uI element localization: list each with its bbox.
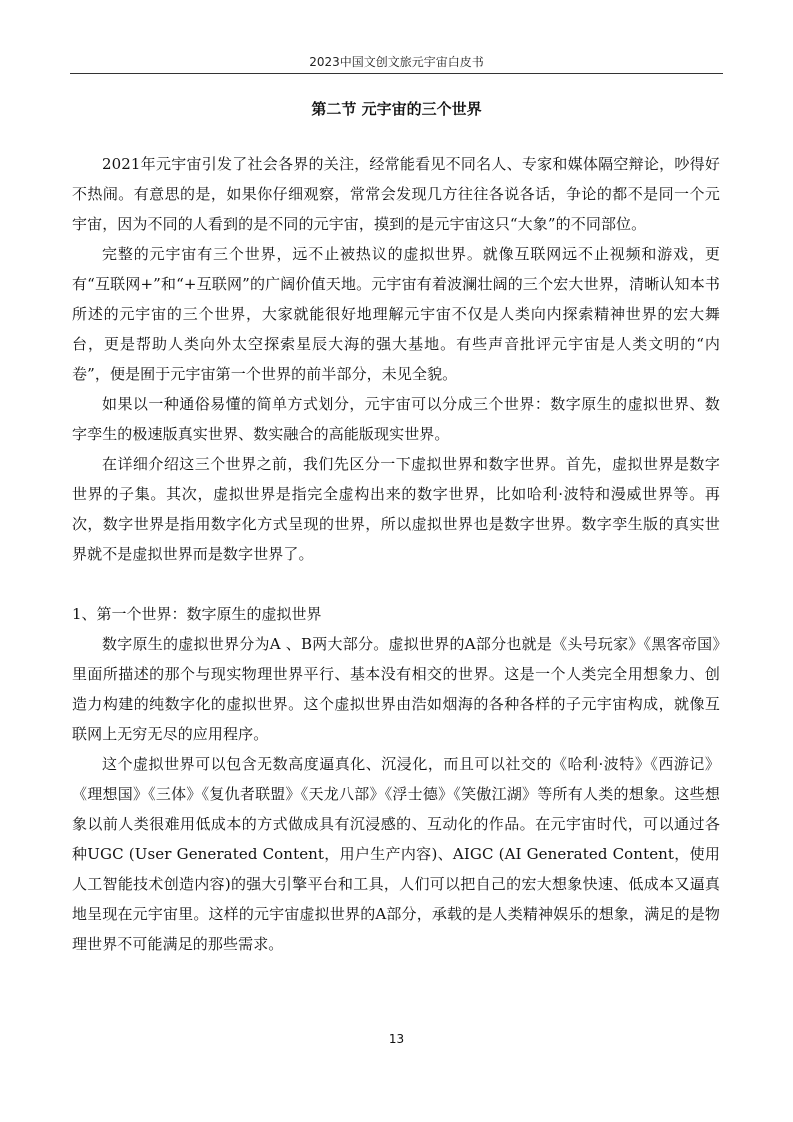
paragraph: 数字原生的虚拟世界分为A 、B两大部分。虚拟世界的A部分也就是《头号玩家》《黑客帝国》里面所描述的那个与现实物理世界平行、基本没有相交的世界。这是一个人类完全用想象力、创造力构建的纯数字化的虚拟世界。这个虚拟世界由浩如烟海的各种各样的子元宇宙构成，就像互联网上无穷无尽的应用程序。 xyxy=(72,635,720,743)
paragraph: 在详细介绍这三个世界之前，我们先区分一下虚拟世界和数字世界。首先，虚拟世界是数字世界的子集。其次，虚拟世界是指完全虚构出来的数字世界，比如哈利·波特和漫威世界等。再次，数字世界是指用数字化方式呈现的世界，所以虚拟世界也是数字世界。数字孪生版的真实世界就不是虚拟世界而是数字世界了。 xyxy=(72,455,720,563)
section-title: 第二节 元宇宙的三个世界 xyxy=(311,100,482,118)
subheading: 1、第一个世界：数字原生的虚拟世界 xyxy=(72,605,322,623)
body-text xyxy=(72,149,720,959)
page-header: 2023中国文创文旅元宇宙白皮书 xyxy=(309,55,484,69)
paragraph: 这个虚拟世界可以包含无数高度逼真化、沉浸化，而且可以社交的《哈利·波特》《西游记》《理想国》《三体》《复仇者联盟》《天龙八部》《浮士德》《笑傲江湖》等所有人类的想象。这些想象以前人类很难用低成本的方式做成具有沉浸感的、互动化的作品。在元宇宙时代，可以通过各种UGC (User Generated Content，用户生产内容)、AIGC (AI Generated Content，使用人工智能技术创造内容)的强大引擎平台和工具，人们可以把自己的宏大想象快速、低成本又逼真地呈现在元宇宙里。这样的元宇宙虚拟世界的A部分，承载的是人类精神娱乐的想象，满足的是物理世界不可能满足的那些需求。 xyxy=(72,755,720,953)
paragraph: 2021年元宇宙引发了社会各界的关注，经常能看见不同名人、专家和媒体隔空辩论，吵得好不热闹。有意思的是，如果你仔细观察，常常会发现几方往往各说各话，争论的都不是同一个元宇宙，因为不同的人看到的是不同的元宇宙，摸到的是元宇宙这只“大象”的不同部位。 xyxy=(72,155,720,233)
page-number: 13 xyxy=(388,1032,405,1046)
header-divider xyxy=(70,73,723,74)
paragraph: 完整的元宇宙有三个世界，远不止被热议的虚拟世界。就像互联网远不止视频和游戏，更有“互联网+”和“+互联网”的广阔价值天地。元宇宙有着波澜壮阔的三个宏大世界，清晰认知本书所述的元宇宙的三个世界，大家就能很好地理解元宇宙不仅是人类向内探索精神世界的宏大舞台，更是帮助人类向外太空探索星辰大海的强大基地。有些声音批评元宇宙是人类文明的“内卷”，便是囿于元宇宙第一个世界的前半部分，未见全貌。 xyxy=(72,245,720,383)
paragraph: 如果以一种通俗易懂的简单方式划分，元宇宙可以分成三个世界：数字原生的虚拟世界、数字孪生的极速版真实世界、数实融合的高能版现实世界。 xyxy=(72,395,720,443)
